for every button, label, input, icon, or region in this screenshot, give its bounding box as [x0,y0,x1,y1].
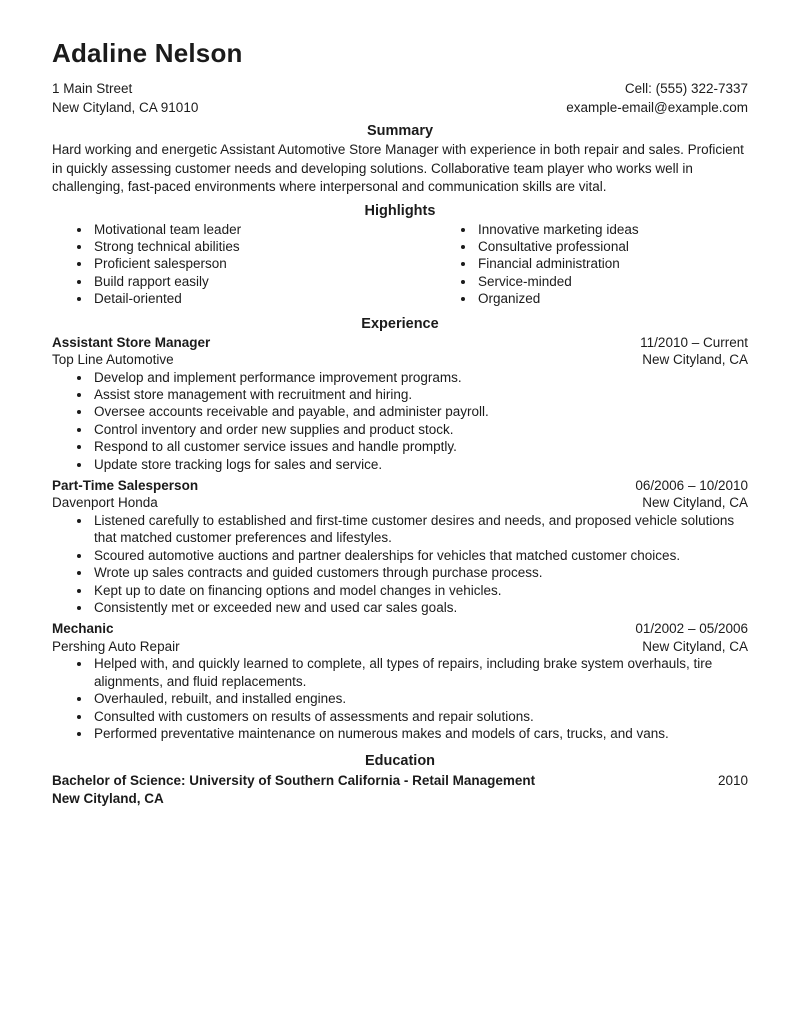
highlight-item: • Build rapport easily [92,273,440,290]
job-bullet-list [52,512,748,616]
job-company: Pershing Auto Repair [52,638,180,654]
job-title-row [52,477,748,495]
job-bullet-list [52,369,748,473]
job-company-row [52,351,748,369]
highlight-item: • Proficient salesperson [92,255,440,272]
highlight-item: • Financial administration [476,255,748,272]
job-bullet-list [52,655,748,742]
highlights-list-left [52,221,440,308]
summary-heading: Summary [366,123,434,139]
experience-section [52,315,748,743]
job-bullet: • Listened carefully to established and first-time customer desires and needs, and proposed vehicle solutions that matched customer preferences and lifestyles. [92,512,748,547]
job-bullet: • Consistently met or exceeded new and used car sales goals. [92,599,748,616]
job-bullet: • Wrote up sales contracts and guided customers through purchase process. [92,564,748,581]
phone-number: Cell: (555) 322-7337 [624,81,748,96]
job-entry [52,477,748,616]
job-bullet: • Performed preventative maintenance on numerous makes and models of cars, trucks, and vans. [92,725,748,742]
job-company: Top Line Automotive [52,352,174,368]
experience-heading: Experience [361,315,439,332]
education-year: 2010 [717,772,748,788]
highlight-item: • Consultative professional [476,238,748,255]
job-location: New Cityland, CA [642,495,748,511]
highlight-item: • Detail-oriented [92,290,440,307]
resume-header [52,38,748,117]
job-dates: 01/2002 – 05/2006 [635,621,748,637]
contact-row [52,79,748,117]
education-degree-row [52,772,748,790]
job-company: Davenport Honda [52,495,158,511]
highlights-list-right [440,221,748,308]
address-block [52,79,198,117]
address-line-1: 1 Main Street [52,81,133,96]
job-entry [52,334,748,473]
address-line-2: New Cityland, CA 91010 [52,100,199,115]
job-bullet: • Update store tracking logs for sales and service. [92,456,748,473]
summary-text: Hard working and energetic Assistant Automotive Store Manager with experience in both repair and sales. Proficient in quickly assessing customer needs and developing solutions. Collaborative team player who works well in challenging, fast-paced environments where interpersonal and communication skills are vital. [52,142,744,194]
highlight-item: • Innovative marketing ideas [476,221,748,238]
highlights-columns [52,221,748,308]
contact-block [566,79,748,117]
job-title-row [52,334,748,352]
job-bullet: • Consulted with customers on results of assessments and repair solutions. [92,708,748,725]
job-bullet: • Respond to all customer service issues and handle promptly. [92,438,748,455]
highlights-section [52,202,748,308]
job-entry [52,620,748,742]
job-bullet: • Scoured automotive auctions and partner dealerships for vehicles that matched customer choices. [92,547,748,564]
job-bullet: • Assist store management with recruitment and hiring. [92,386,748,403]
job-location: New Cityland, CA [642,638,748,654]
summary-section [52,122,748,197]
job-dates: 06/2006 – 10/2010 [635,477,748,493]
highlight-item: • Motivational team leader [92,221,440,238]
highlight-item: • Organized [476,290,748,307]
job-bullet: • Overhauled, rebuilt, and installed engines. [92,690,748,707]
job-bullet: • Control inventory and order new supplies and product stock. [92,421,748,438]
job-bullet: • Oversee accounts receivable and payable, and administer payroll. [92,403,748,420]
job-company-row [52,638,748,656]
job-bullet: • Helped with, and quickly learned to complete, all types of repairs, including brake system overhauls, tire alignments, and fluid replacements. [92,655,748,690]
job-bullet: • Develop and implement performance improvement programs. [92,369,748,386]
job-title: Part-Time Salesperson [52,477,199,493]
person-name: Adaline Nelson [52,38,243,68]
job-title: Assistant Store Manager [52,334,211,350]
highlight-item: • Service-minded [476,273,748,290]
education-degree: Bachelor of Science: University of Southern California - Retail Management [52,772,536,788]
job-title-row [52,620,748,638]
highlight-item: • Strong technical abilities [92,238,440,255]
education-heading: Education [364,753,436,770]
education-section [52,752,748,808]
job-company-row [52,494,748,512]
education-location: New Cityland, CA [52,791,164,807]
job-location: New Cityland, CA [642,352,748,368]
email-address: example-email@example.com [566,100,748,115]
highlights-heading: Highlights [364,202,436,219]
job-bullet: • Kept up to date on financing options and model changes in vehicles. [92,582,748,599]
job-dates: 11/2010 – Current [640,334,748,350]
job-title: Mechanic [52,621,114,637]
